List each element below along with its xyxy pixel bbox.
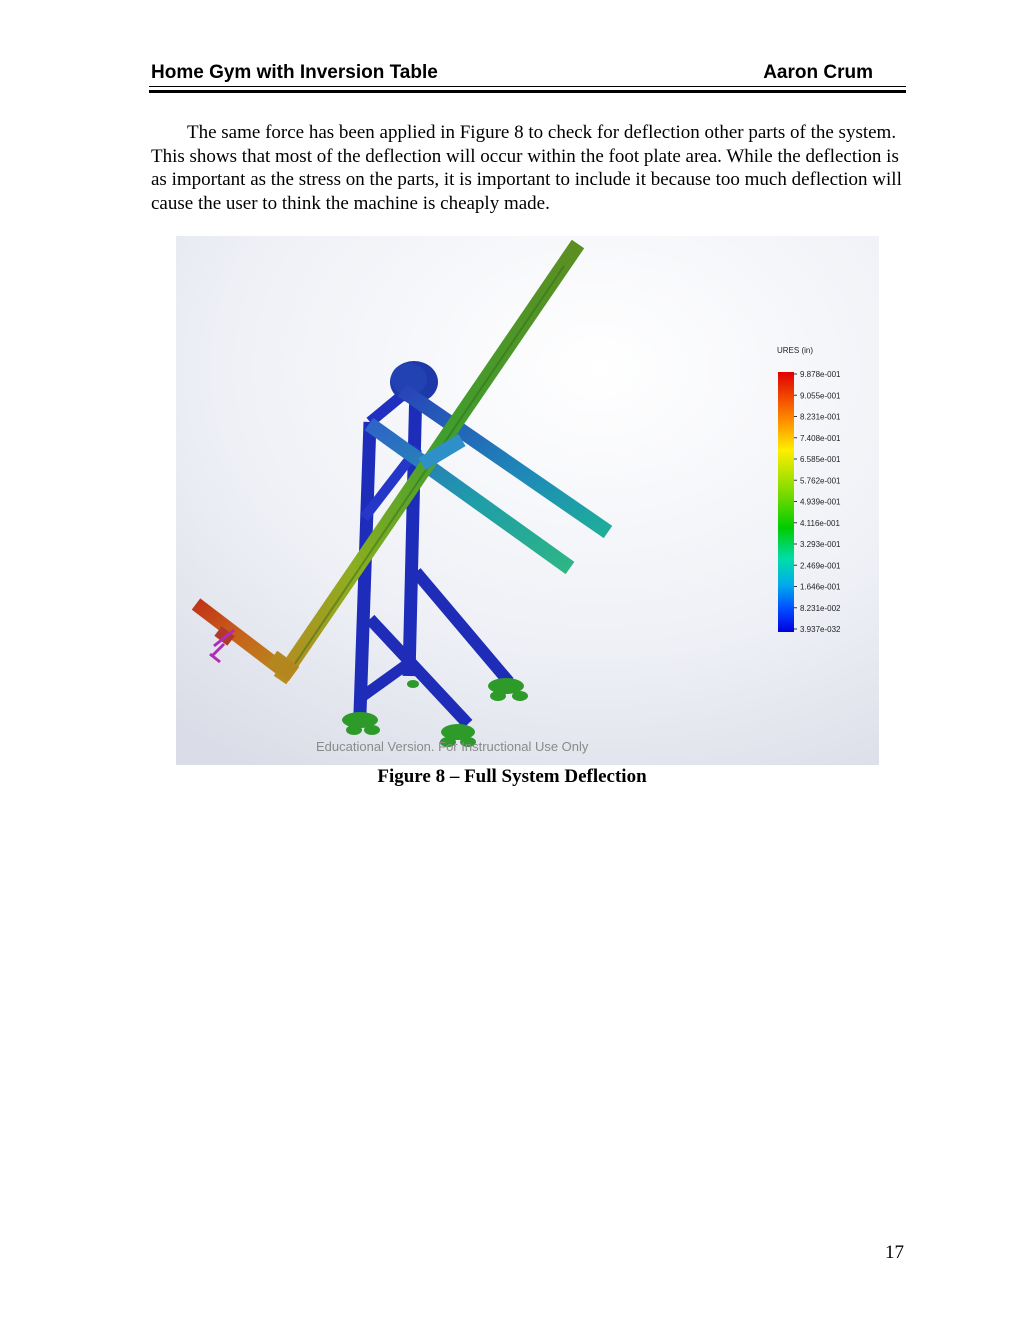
- legend-value-label: 3.937e-032: [800, 625, 841, 634]
- legend-value-label: 4.939e-001: [800, 497, 841, 507]
- watermark: Educational Version. For Instructional Use Only: [316, 739, 589, 754]
- legend-value-label: 9.878e-001: [800, 370, 841, 379]
- legend-value-label: 7.408e-001: [800, 433, 841, 443]
- legend-color-bar: [778, 372, 794, 632]
- legend-value-label: 8.231e-002: [800, 603, 841, 613]
- header-title: Home Gym with Inversion Table: [151, 62, 438, 83]
- legend-value-label: 6.585e-001: [800, 455, 841, 464]
- figure-caption: Figure 8 – Full System Deflection: [377, 766, 647, 787]
- header-rule-thin: [149, 86, 906, 87]
- legend-value-label: 8.231e-001: [800, 412, 841, 422]
- legend-title: URES (in): [777, 346, 814, 355]
- page-number: 17: [885, 1242, 904, 1263]
- legend-value-label: 5.762e-001: [800, 476, 841, 486]
- figure-image: [176, 236, 879, 765]
- legend-value-label: 4.116e-001: [800, 518, 840, 528]
- header-author: Aaron Crum: [763, 62, 873, 83]
- page-header: [149, 60, 906, 96]
- legend-value-label: 9.055e-001: [800, 391, 841, 401]
- legend-value-label: 2.469e-001: [800, 561, 841, 571]
- legend-value-label: 3.293e-001: [800, 540, 841, 549]
- header-rule-thick: [149, 90, 906, 93]
- legend-value-label: 1.646e-001: [800, 582, 841, 592]
- fea-deflection-render: [176, 236, 879, 765]
- body-paragraph: The same force has been applied in Figure 8 to check for deflection other parts of the system. This shows that most of the deflection will occur within the foot plate area. While the deflection is as important as the stress on the parts, it is important to include it because too much deflection will cause the user to think the machine is cheaply made.: [151, 122, 902, 214]
